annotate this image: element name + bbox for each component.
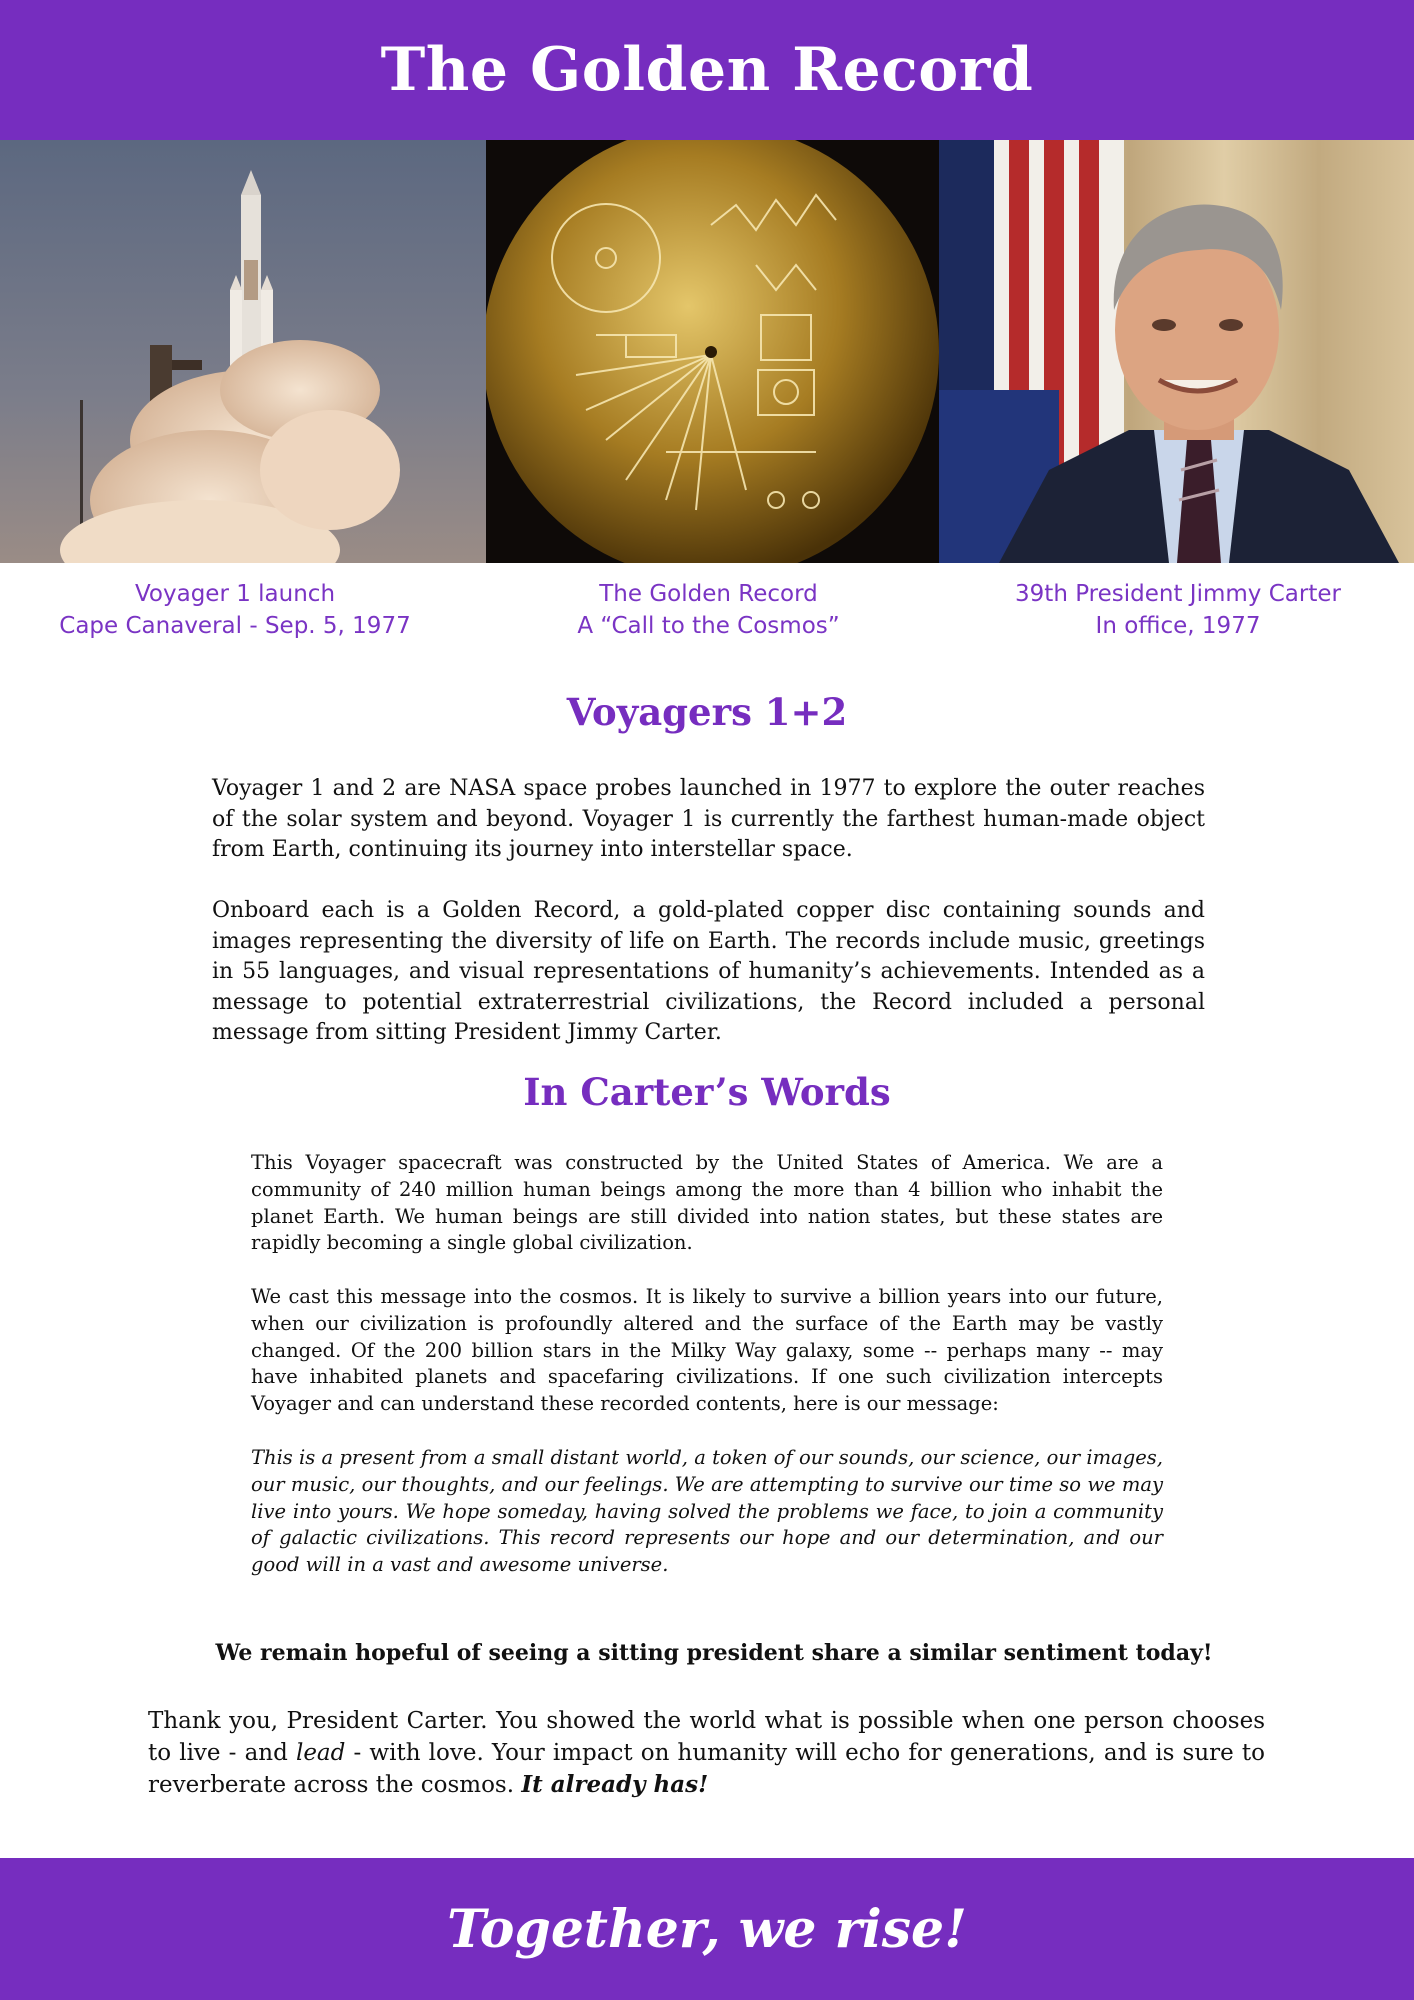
- caption-launch: [0, 578, 470, 642]
- golden-record-paragraph: Onboard each is a Golden Record, a gold-plated copper disc containing sounds and images representing the diversity of life on Earth. The records include music, greetings in 55 languages, and visual representations of humanity’s achievements. Intended as a message to potential extraterrestrial civilizations, the Record included a personal message from sitting President Jimmy Carter.: [212, 898, 1205, 1045]
- rocket-launch-photo: [0, 140, 486, 563]
- thanks-text: - with love. Your impact on humanity will echo for generations, and is sure to reverberate across the cosmos.: [148, 1740, 1265, 1798]
- carter-words-heading: In Carter’s Words: [523, 1070, 891, 1114]
- footer-banner: [0, 1858, 1414, 2000]
- carter-quote-paragraph: We cast this message into the cosmos. It is likely to survive a billion years into our future, when our civilization is profoundly altered and the surface of the Earth may be vastly changed. Of the 200 billion stars in the Milky Way galaxy, some -- perhaps many -- may have inhabited planets and spacefaring civilizations. If one such civilization intercepts Voyager and can understand these recorded contents, here is our message:: [251, 1285, 1163, 1416]
- caption-carter: [939, 578, 1414, 642]
- thank-you-paragraph: [148, 1705, 1265, 1801]
- caption-subtitle: A “Call to the Cosmos”: [577, 613, 840, 639]
- caption-record: [486, 578, 931, 642]
- golden-record-photo: [486, 140, 939, 563]
- hopeful-statement: We remain hopeful of seeing a sitting president share a similar sentiment today!: [215, 1640, 1213, 1666]
- caption-subtitle: Cape Canaveral - Sep. 5, 1977: [59, 613, 411, 639]
- footer-tagline: Together, we rise!: [447, 1898, 967, 1960]
- caption-title: Voyager 1 launch: [134, 581, 336, 607]
- president-portrait-photo: [939, 140, 1414, 563]
- page-title: The Golden Record: [380, 35, 1034, 105]
- caption-title: The Golden Record: [599, 581, 818, 607]
- carter-message-paragraph: This is a present from a small distant world, a token of our sounds, our science, our images, our music, our thoughts, and our feelings. We are attempting to survive our time so we may live into yours. We hope someday, having solved the problems we face, to join a community of galactic civilizations. This record represents our hope and our determination, and our good will in a vast and awesome universe.: [251, 1446, 1163, 1577]
- voyagers-paragraph: Voyager 1 and 2 are NASA space probes launched in 1977 to explore the outer reaches of the solar system and beyond. Voyager 1 is currently the farthest human-made object from Earth, continuing its journey into interstellar space.: [212, 776, 1205, 862]
- caption-title: 39th President Jimmy Carter: [1015, 581, 1341, 607]
- carter-quote-paragraph: This Voyager spacecraft was constructed by the United States of America. We are a community of 240 million human beings among the more than 4 billion who inhabit the planet Earth. We human beings are still divided into nation states, but these states are rapidly becoming a single global civilization.: [251, 1151, 1163, 1255]
- already-has-emphasis: It already has!: [521, 1771, 709, 1798]
- voyagers-heading: Voyagers 1+2: [566, 690, 848, 734]
- header-banner: [0, 0, 1414, 140]
- caption-subtitle: In office, 1977: [1095, 613, 1261, 639]
- thanks-text: Thank you, President Carter. You showed the world what is possible when one person chooses to live - and: [148, 1708, 1265, 1766]
- lead-emphasis: lead: [295, 1740, 346, 1766]
